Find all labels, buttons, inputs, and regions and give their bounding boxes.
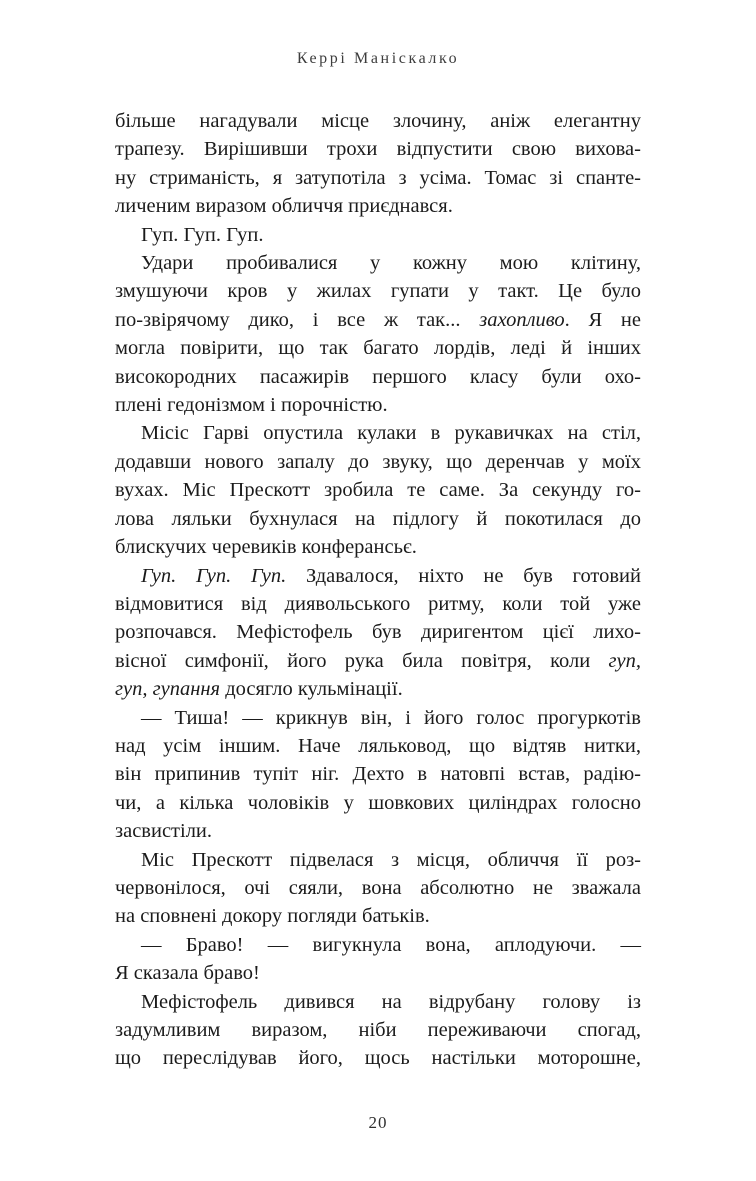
text-line: Гуп. Гуп. Гуп. Здавалося, ніхто не був готовий [141, 564, 641, 587]
text-line: високородних пасажирів першого класу були охо- [115, 365, 641, 388]
text-line: вісної симфонії, його рука била повітря, коли гуп, [115, 649, 641, 672]
text-line: — Тиша! — крикнув він, і його голос прогуркотів [141, 706, 641, 729]
text-line: лова ляльки бухнулася на підлогу й покотилася до [115, 507, 641, 530]
text-line: він припинив тупіт ніг. Дехто в натовпі встав, радію- [115, 763, 641, 786]
text-line: більше нагадували місце злочину, аніж елегантну [115, 110, 641, 132]
text-line: блискучих черевиків конферансьє. [115, 536, 417, 559]
text-line: на сповнені докору погляди батьків. [115, 905, 430, 928]
text-line: вухах. Міс Прескотт зробила те саме. За секунду го- [115, 479, 641, 502]
text-line: ну стриманість, я затупотіла з усіма. Томас зі спанте- [115, 166, 641, 189]
text-line: відмовитися від диявольського ритму, коли той уже [115, 592, 641, 615]
text-line: трапезу. Вирішивши трохи відпустити свою вихова- [115, 138, 641, 161]
text-line: Гуп. Гуп. Гуп. [141, 223, 264, 246]
text-line: — Браво! — вигукнула вона, аплодуючи. — [141, 933, 641, 956]
text-line: чи, а кілька чоловіків у шовкових циліндрах голосно [115, 791, 641, 814]
page-body [115, 107, 641, 1073]
text-line: по-звірячому дико, і все ж так... захопливо. Я не [115, 308, 642, 331]
text-line: Місіс Гарві опустила кулаки в рукавичках на стіл, [141, 422, 641, 445]
text-line: задумливим виразом, ніби переживаючи спогад, [115, 1019, 641, 1041]
text-line: Удари пробивалися у кожну мою клітину, [141, 252, 641, 275]
text-line: змушуючи кров у жилах гупати у такт. Це було [115, 280, 641, 303]
text-line: розпочався. Мефістофель був диригентом цієї лихо- [115, 621, 641, 644]
text-line: могла повірити, що так багато лордів, леді й інших [115, 337, 641, 360]
running-header: Керрі Маніскалко [296, 50, 460, 67]
text-line: червонілося, очі сяяли, вона абсолютно не зважала [115, 876, 641, 899]
text-line: над усім іншим. Наче ляльковод, що відтяв нитки, [115, 734, 641, 757]
page-number: 20 [368, 1113, 388, 1132]
text-line: гуп, гупання досягло кульмінації. [115, 678, 403, 701]
text-line: личеним виразом обличчя приєднався. [115, 195, 453, 218]
text-line: Мефістофель дивився на відрубану голову із [141, 990, 641, 1013]
text-line: плені гедонізмом і порочністю. [115, 394, 388, 417]
text-line: засвистіли. [115, 820, 213, 843]
text-line: що переслідував його, щось настільки моторошне, [115, 1047, 641, 1070]
text-line: Міс Прескотт підвелася з місця, обличчя її роз- [141, 848, 641, 871]
text-line: додавши нового запалу до звуку, що деренчав у моїх [115, 450, 641, 473]
text-line: Я сказала браво! [115, 962, 260, 985]
